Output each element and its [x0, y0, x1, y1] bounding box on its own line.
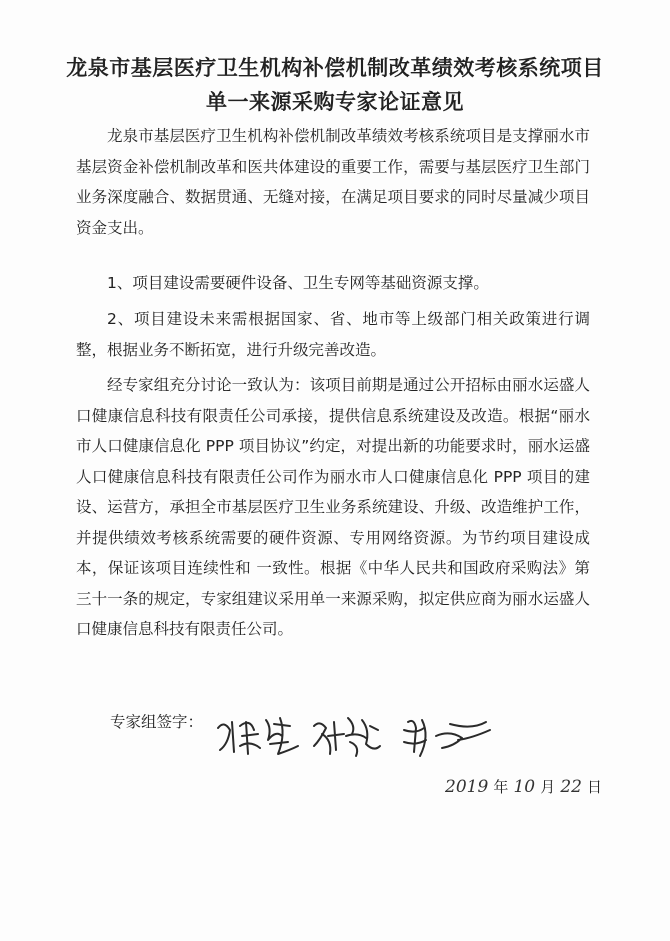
document-title-line-2: 单一来源采购专家论证意见: [206, 90, 464, 114]
intro-paragraph: 龙泉市基层医疗卫生机构补偿机制改革绩效考核系统项目是支撑丽水市基层资金补偿机制改革和医共体建设的重要工作，需要与基层医疗卫生部门业务深度融合、数据贯通、无缝对接，在满足项目要求的同时尽量减少项目资金支出。: [76, 127, 590, 237]
document-title-line-1: 龙泉市基层医疗卫生机构补偿机制改革绩效考核系统项目: [66, 56, 604, 80]
point-2-paragraph: 2、项目建设未来需根据国家、省、地市等上级部门相关政策进行调整，根据业务不断拓宽，进行升级完善改造。: [76, 310, 590, 359]
conclusion-paragraph: 经专家组充分讨论一致认为：该项目前期是通过公开招标由丽水运盛人口健康信息科技有限责任公司承接，提供信息系统建设及改造。根据“丽水市人口健康信息化 PPP 项目协议”约定，对提出新的功能要求时，丽水运盛人口健康信息科技有限责任公司作为丽水市人口健康信息化 PPP 项目的建设、运营方，承担全市基层医疗卫生业务系统建设、升级、改造维护工作，并提供绩效考核系统需要的硬件资源、专用网络资源。为节约项目建设成本，保证该项目连续性和 一致性。根据《中华人民共和国政府采购法》第三十一条的规定，专家组建议采用单一来源采购，拟定供应商为丽水运盛人口健康信息科技有限责任公司。: [76, 376, 590, 638]
date-month: 10: [513, 777, 536, 797]
date-year-char: 年: [493, 778, 509, 796]
handwritten-signature: [210, 700, 500, 770]
date-day-char: 日: [587, 778, 603, 796]
date-month-char: 月: [540, 778, 556, 796]
signature-label: 专家组签字：: [110, 713, 204, 731]
point-1-paragraph: 1、项目建设需要硬件设备、卫生专网等基础资源支撑。: [107, 274, 489, 292]
date-day: 22: [560, 777, 582, 797]
signing-date: [445, 776, 615, 816]
date-year: 2019: [445, 777, 489, 797]
